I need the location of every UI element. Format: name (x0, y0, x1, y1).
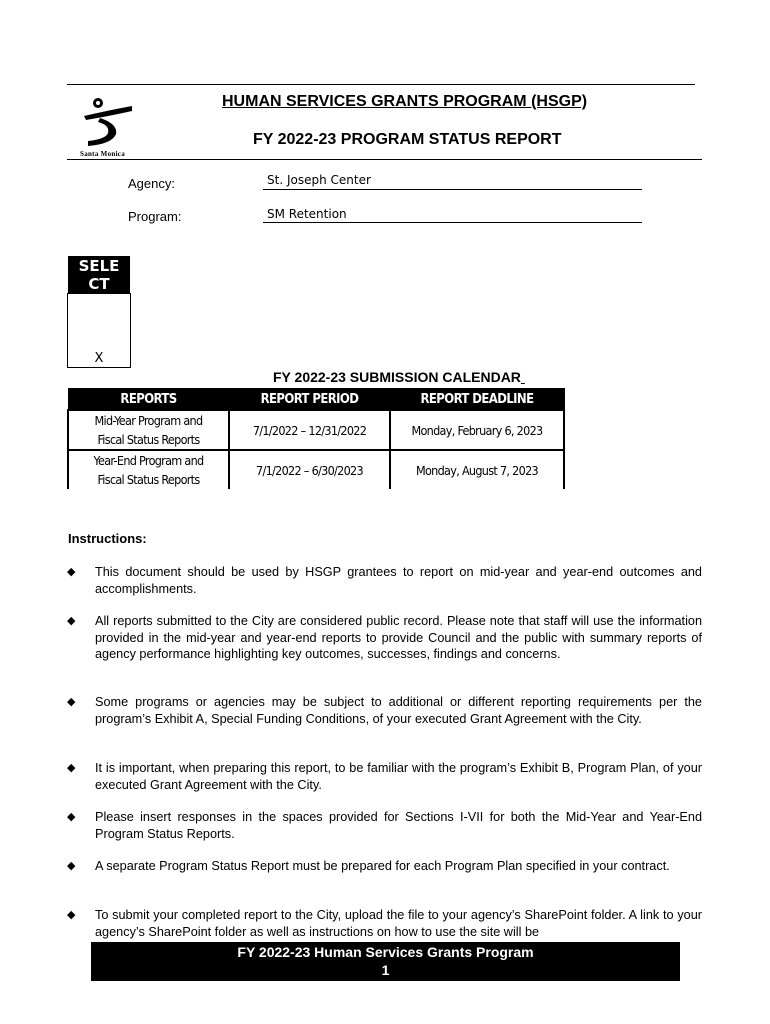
instruction-item: It is important, when preparing this report, to be familiar with the program’s Exhibit B, Program Plan, of your executed Grant Agreement with the City. (95, 761, 702, 792)
page-footer (91, 942, 680, 981)
diamond-bullet-icon: ◆ (67, 615, 76, 627)
submission-calendar-table (67, 388, 565, 489)
instruction-item: A separate Program Status Report must be prepared for each Program Plan specified in your contract. (95, 859, 670, 873)
instruction-item: Please insert responses in the spaces provided for Sections I-VII for both the Mid-Year and Year-End Program Status Reports. (95, 810, 702, 841)
instructions-heading: Instructions: (68, 531, 147, 546)
column-header-report-deadline: REPORT DEADLINE (390, 389, 564, 411)
agency-field[interactable]: St. Joseph Center (267, 173, 371, 187)
table-row (68, 410, 564, 450)
diamond-bullet-icon: ◆ (67, 696, 76, 708)
deadline-cell: Monday, February 6, 2023 (390, 410, 564, 450)
diamond-bullet-icon: ◆ (67, 860, 76, 872)
top-rule (67, 84, 695, 85)
diamond-bullet-icon: ◆ (67, 762, 76, 774)
agency-label: Agency: (128, 176, 175, 191)
select-heading-line1: SELE (78, 257, 120, 275)
footer-title: FY 2022-23 Human Services Grants Program (237, 944, 534, 960)
instruction-item: All reports submitted to the City are considered public record. Please note that staff will use the information provided in the mid-year and year-end reports to provide Council and the public with summary reports of agency performance highlighting key outcomes, successes, findings and concerns. (95, 614, 702, 662)
diamond-bullet-icon: ◆ (67, 566, 76, 578)
page-number: 1 (381, 962, 390, 978)
program-underline (263, 222, 642, 223)
select-heading-line2: CT (88, 275, 110, 293)
column-header-report-period: REPORT PERIOD (229, 389, 390, 411)
select-checkbox-year-end[interactable] (67, 327, 131, 368)
table-row (68, 450, 564, 489)
report-cell (68, 450, 229, 489)
period-cell: 7/1/2022 – 6/30/2023 (229, 450, 390, 489)
instruction-item: This document should be used by HSGP grantees to report on mid-year and year-end outcomes and accomplishments. (95, 565, 702, 596)
logo-text: Santa Monica (80, 150, 126, 158)
report-name-line1: Mid-Year Program and (94, 413, 203, 428)
period-cell: 7/1/2022 – 12/31/2022 (229, 410, 390, 450)
select-checkbox-mid-year[interactable] (67, 293, 131, 329)
instruction-item: Some programs or agencies may be subject to additional or different reporting requirements per the program’s Exhibit A, Special Funding Conditions, of your executed Grant Agreement with the City. (95, 695, 702, 726)
header-divider (67, 159, 702, 160)
select-heading (68, 256, 130, 294)
santa-monica-logo-icon (70, 94, 150, 158)
report-cell (68, 410, 229, 450)
report-subtitle: FY 2022-23 PROGRAM STATUS REPORT (253, 131, 562, 148)
report-name-line2: Fiscal Status Reports (97, 472, 200, 487)
report-name-line1: Year-End Program and (93, 453, 204, 468)
report-name-line2: Fiscal Status Reports (97, 432, 200, 447)
instruction-item: To submit your completed report to the City, upload the file to your agency’s SharePoint folder. A link to your agency’s SharePoint folder as well as instructions on how to use the site will be (95, 908, 702, 939)
calendar-header-row (68, 389, 564, 411)
diamond-bullet-icon: ◆ (67, 909, 76, 921)
agency-underline (263, 189, 642, 190)
deadline-cell: Monday, August 7, 2023 (390, 450, 564, 489)
program-field[interactable]: SM Retention (267, 207, 347, 221)
diamond-bullet-icon: ◆ (67, 811, 76, 823)
select-mark-year-end: X (94, 351, 104, 366)
program-label: Program: (128, 209, 182, 224)
report-title: HUMAN SERVICES GRANTS PROGRAM (HSGP) (222, 93, 588, 110)
calendar-title-text: FY 2022-23 SUBMISSION CALENDAR (273, 369, 521, 385)
calendar-title (273, 369, 525, 385)
column-header-reports: REPORTS (68, 389, 229, 411)
